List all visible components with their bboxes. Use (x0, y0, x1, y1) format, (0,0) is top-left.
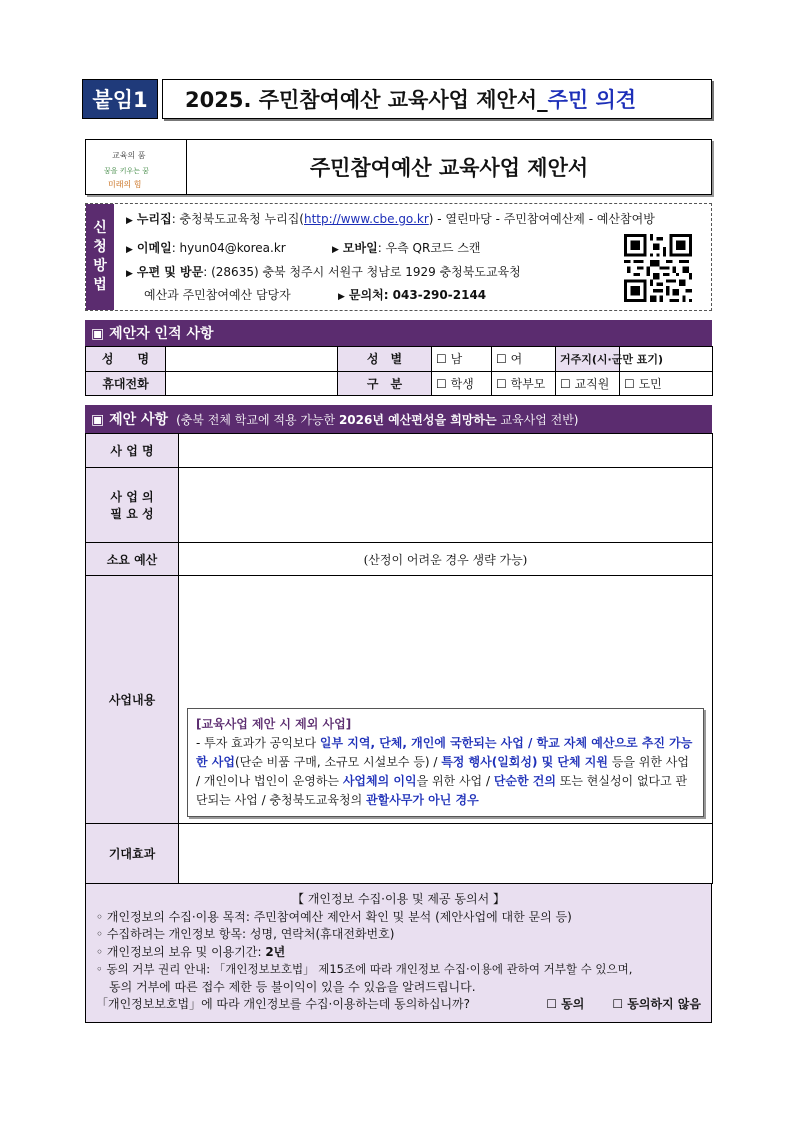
exclusion-body (196, 734, 695, 810)
necessity-label (86, 468, 179, 543)
apply-website-line (126, 210, 655, 227)
visit-label: 우편 및 방문 (136, 265, 204, 279)
website-text: : 충청북도교육청 누리집( (171, 212, 304, 226)
phone-field[interactable] (166, 371, 338, 396)
website-path: ) - 열린마당 - 주민참여예산제 - 예산참여방 (428, 212, 655, 226)
apply-contact-line (338, 286, 486, 303)
type-student-checkbox[interactable]: ☐ 학생 (432, 371, 492, 396)
qr-code-icon[interactable] (624, 234, 692, 302)
consent-refusal-2: 동의 거부에 따른 접수 제한 등 불이익이 있을 수 있음을 알려드립니다. (109, 979, 476, 994)
project-name-label: 사 업 명 (86, 434, 179, 468)
consent-items: ◦ 수집하려는 개인정보 항목: 성명, 연락처(휴대전화번호) (96, 927, 395, 941)
logo-line-2: 꿈을 키우는 꿈 (104, 167, 150, 175)
logo-line-3: 미래의 힘 (108, 180, 142, 189)
form-header (85, 139, 712, 195)
application-method-label (86, 204, 114, 310)
consent-period (96, 944, 701, 962)
website-label: 누리집 (136, 212, 172, 226)
exclusion-text-2: (단순 비품 구매, 소규모 시설보수 등) / (234, 755, 442, 769)
consent-purpose: ◦ 개인정보의 수집·이용 목적: 주민참여예산 제안서 확인 및 분석 (제안사업에 대한 문의 등) (96, 909, 572, 924)
proposal-section-header (85, 405, 712, 433)
necessity-label-line-1: 사 업 의 (110, 490, 154, 504)
exclusion-bold-2: 특정 행사(일회성) 및 단체 지원 (441, 755, 608, 769)
exclusion-text-5: 또는 현실성이 없다고 판단되는 사업 / 충청북도교육청의 (196, 774, 688, 807)
consent-period-text: ◦ 개인정보의 보유 및 이용기간: (96, 944, 266, 959)
project-name-field[interactable] (179, 434, 713, 468)
triangle-bullet-icon: ▶ (332, 245, 339, 255)
type-parent-checkbox[interactable]: ☐ 학부모 (492, 371, 556, 396)
exclusion-bold-4: 단순한 건의 (493, 774, 556, 788)
gender-male-checkbox[interactable]: ☐ 남 (432, 347, 492, 372)
apply-visit-line-2 (144, 286, 291, 303)
consent-refusal: ◦ 동의 거부 권리 안내: 「개인정보보호법」 제15조에 따라 개인정보 수집·이용에 관하여 거부할 수 있으며, (96, 962, 633, 976)
necessity-field[interactable] (179, 468, 713, 543)
disagree-checkbox[interactable]: ☐ 동의하지 않음 (612, 997, 701, 1011)
exclusion-bold-5: 관할사무가 아닌 경우 (366, 793, 479, 807)
apply-label-char: 방 (93, 258, 107, 274)
triangle-bullet-icon: ▶ (126, 269, 133, 279)
note-text-end: 교육사업 전반) (496, 412, 579, 427)
website-link[interactable]: http://www.cbe.go.kr (303, 212, 429, 226)
exclusion-bold-3: 사업체의 이익 (342, 774, 417, 788)
consent-title: 【 개인정보 수집·이용 및 제공 동의서 】 (292, 892, 505, 906)
triangle-bullet-icon: ▶ (126, 245, 133, 255)
name-field[interactable] (166, 347, 338, 372)
consent-period-value: 2년 (265, 944, 286, 959)
exclusion-notice (187, 708, 704, 817)
type-resident-checkbox[interactable]: ☐ 도민 (620, 371, 713, 396)
contact-label: 문의처 (348, 288, 384, 302)
content-label: 사업내용 (86, 576, 179, 824)
apply-label-char: 법 (93, 277, 107, 293)
consent-question: 「개인정보보호법」에 따라 개인정보를 수집·이용하는데 동의하십니까? (96, 997, 471, 1011)
attachment-tag: 붙임1 (82, 79, 158, 119)
agree-checkbox[interactable]: ☐ 동의 (546, 997, 585, 1011)
consent-question-row (96, 996, 701, 1014)
visit-value-2: 예산과 주민참여예산 담당자 (144, 288, 291, 302)
document-title-main: 2025. 주민참여예산 교육사업 제안서_ (185, 88, 548, 112)
budget-field[interactable]: (산정이 어려운 경우 생략 가능) (179, 543, 713, 576)
exclusion-bold-1: 일부 지역, 단체, 개인에 국한되는 사업 / 학교 자체 예산으로 추진 가능한 사업 (196, 736, 693, 769)
education-office-logo (86, 140, 187, 194)
budget-label: 소요 예산 (86, 543, 179, 576)
apply-visit-line (126, 263, 521, 280)
exclusion-text-1: - 투자 효과가 공익보다 (196, 736, 320, 750)
proposal-section-title: ▣ 제안 사항 (91, 412, 169, 428)
contact-value: : 043-290-2144 (383, 288, 487, 302)
effect-field[interactable] (179, 824, 713, 884)
exclusion-text-4: 을 위한 사업 / (416, 774, 494, 788)
note-text: (충북 전체 학교에 적용 가능한 (176, 412, 339, 427)
proposer-section-title: ▣ 제안자 인적 사항 (91, 326, 214, 342)
mobile-value: : 우측 QR코드 스캔 (377, 241, 481, 255)
type-label: 구 분 (338, 371, 432, 396)
apply-label-char: 신 (93, 220, 107, 236)
proposer-section-header (85, 320, 712, 346)
apply-label-char: 청 (93, 239, 107, 255)
residence-label: 거주지(시·군만 표기) (556, 347, 620, 372)
proposer-table (85, 346, 713, 396)
gender-female-checkbox[interactable]: ☐ 여 (492, 347, 556, 372)
phone-label: 휴대전화 (86, 371, 166, 396)
note-bold: 2026년 예산편성을 희망하는 (338, 412, 497, 427)
privacy-consent (85, 883, 712, 1023)
proposal-section-note (176, 411, 578, 428)
form-title: 주민참여예산 교육사업 제안서 (309, 156, 589, 180)
gender-label: 성 별 (338, 347, 432, 372)
visit-value: : (28635) 충북 청주시 서원구 청남로 1929 충청북도교육청 (203, 265, 521, 279)
necessity-label-line-2: 필 요 성 (110, 507, 154, 521)
apply-email-line (126, 239, 286, 256)
effect-label: 기대효과 (86, 824, 179, 884)
application-method (85, 203, 712, 311)
email-value: : hyun04@korea.kr (171, 241, 286, 255)
name-label: 성 명 (86, 347, 166, 372)
document-title (162, 79, 712, 119)
logo-line-1: 교육의 품 (112, 151, 146, 160)
exclusion-text-3: 등을 위한 사업 / 개인이나 법인이 운영하는 (196, 755, 689, 788)
exclusion-title: [교육사업 제안 시 제외 사업] (196, 717, 352, 731)
type-staff-checkbox[interactable]: ☐ 교직원 (556, 371, 620, 396)
mobile-label: 모바일 (342, 241, 378, 255)
content-field[interactable] (179, 576, 713, 824)
triangle-bullet-icon: ▶ (126, 216, 133, 226)
email-label: 이메일 (136, 241, 172, 255)
apply-mobile-line (332, 239, 481, 256)
proposal-table (85, 433, 713, 884)
triangle-bullet-icon: ▶ (338, 292, 345, 302)
document-title-accent: 주민 의견 (547, 88, 637, 112)
